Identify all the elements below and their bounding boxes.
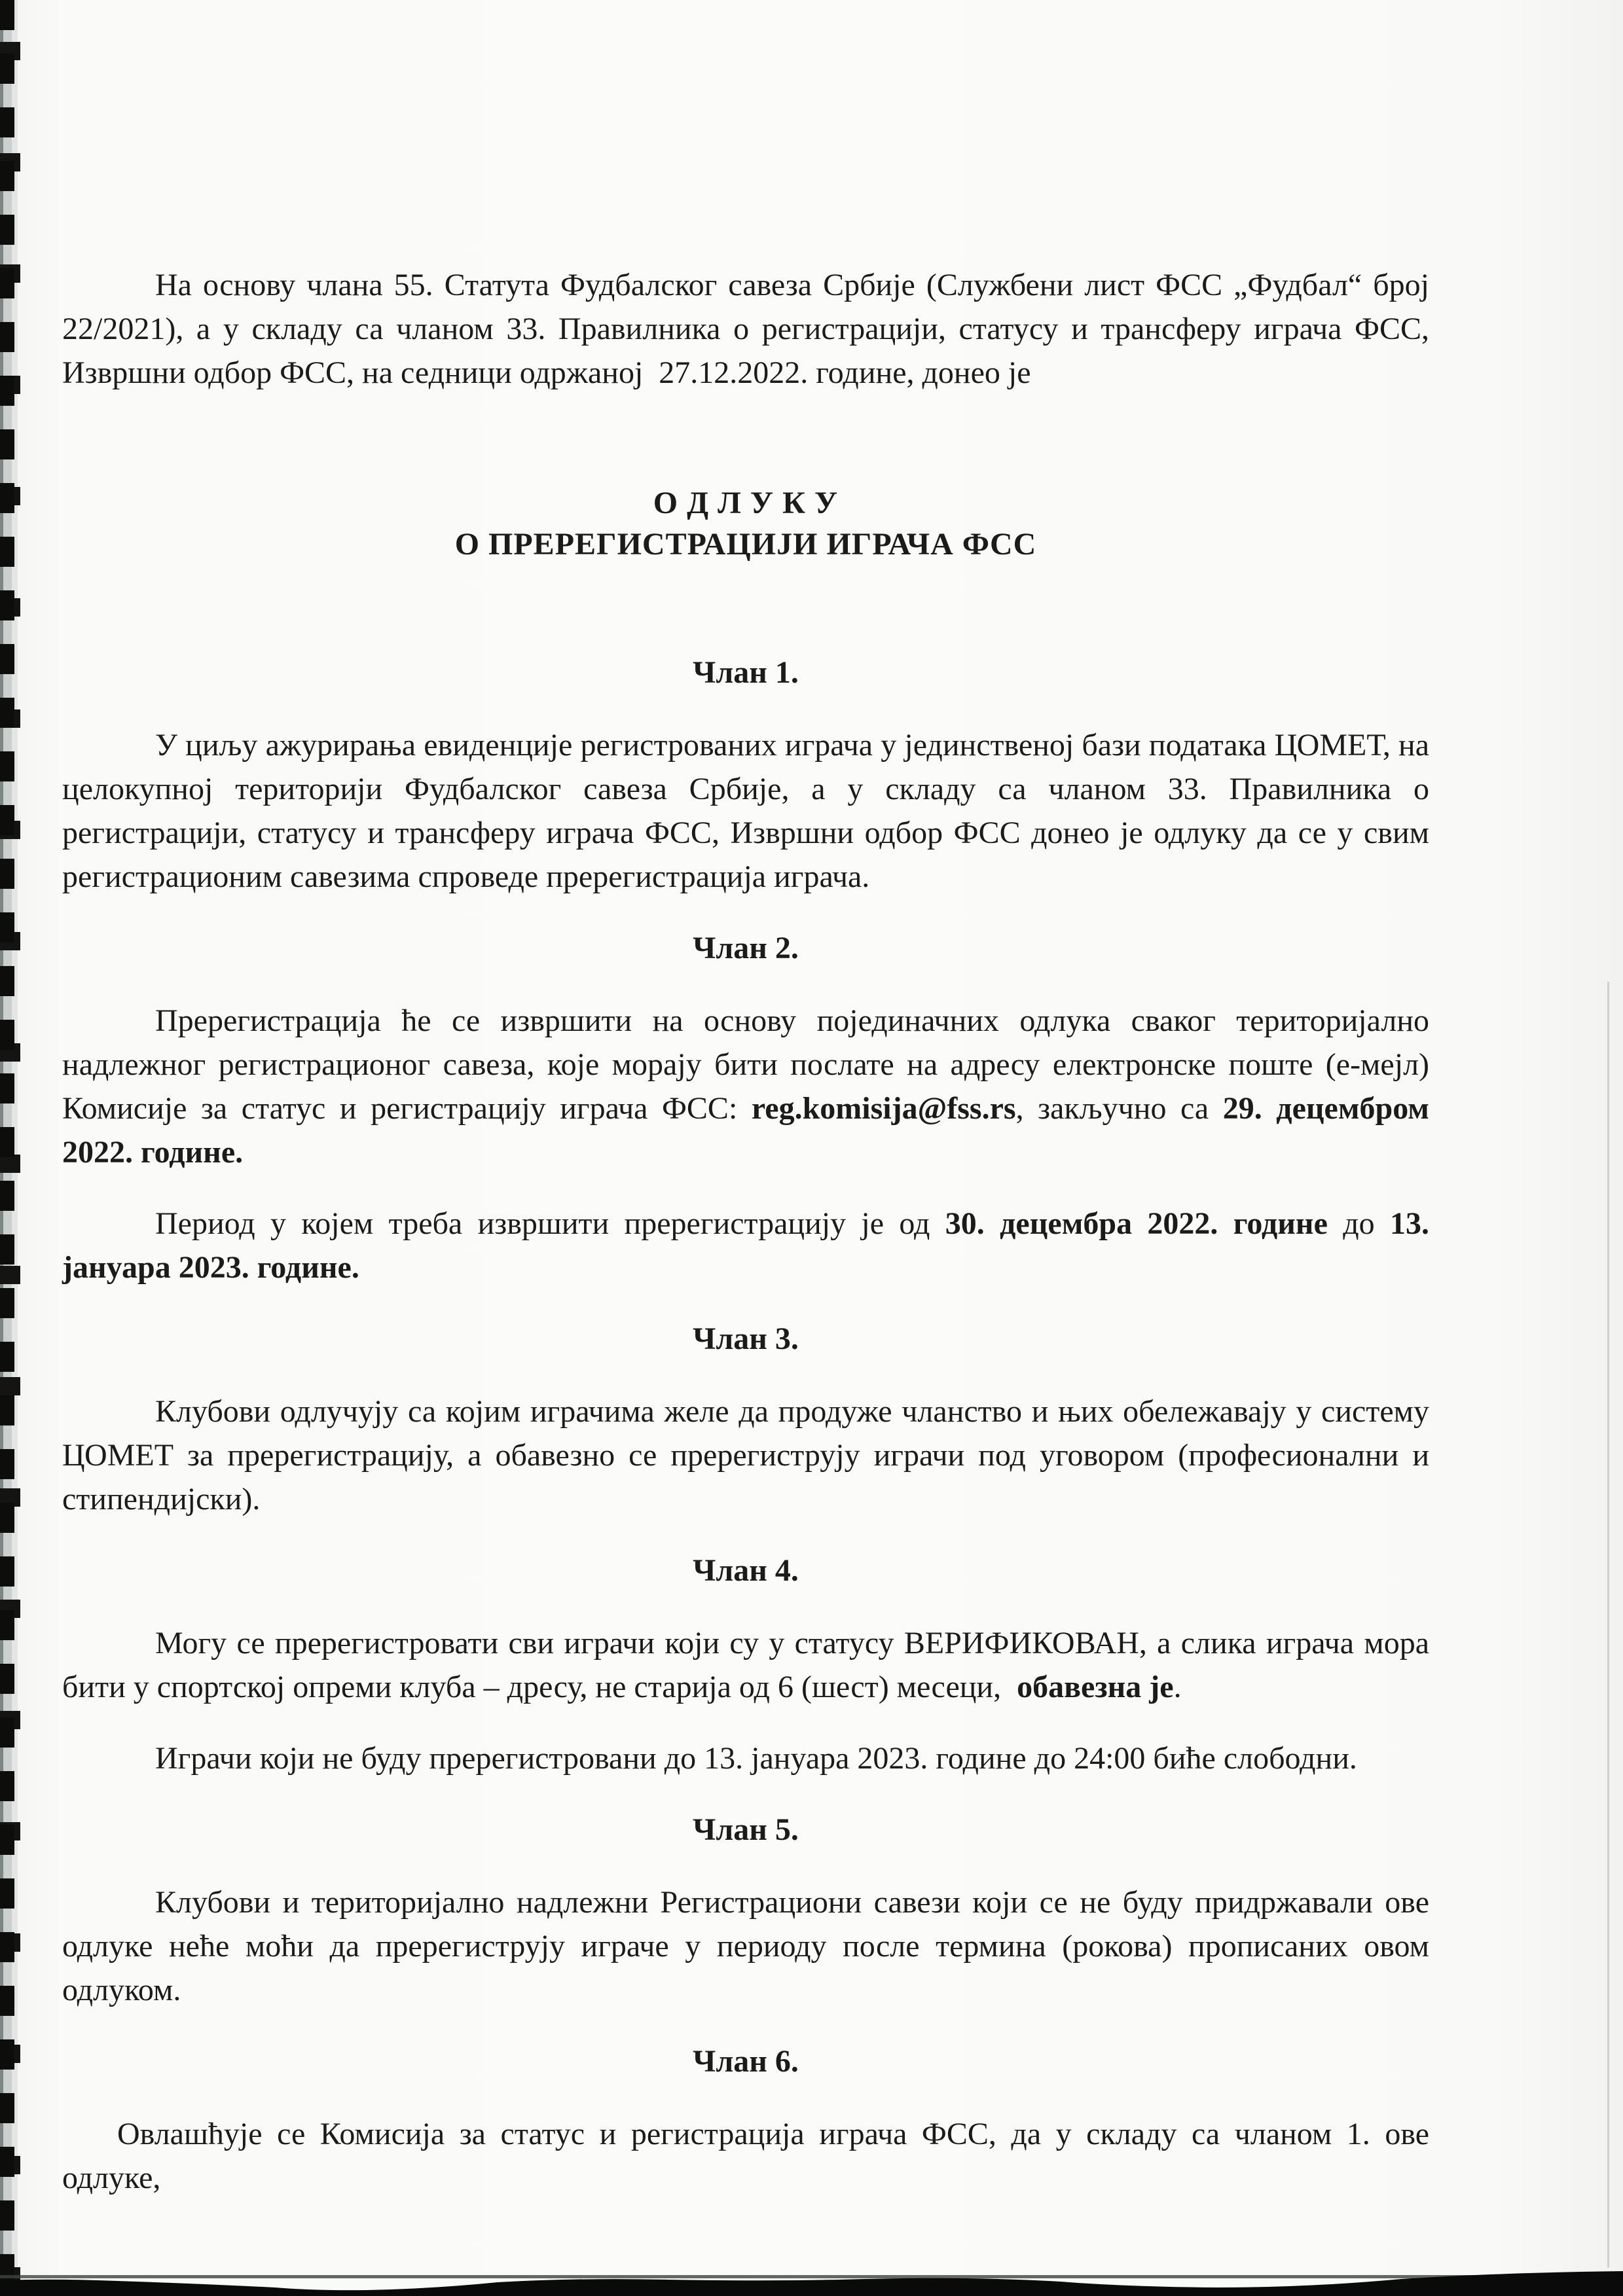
bold-run: обавезна је	[1017, 1670, 1174, 1704]
decision-title-line-1: О Д Л У К У	[653, 486, 839, 520]
bold-run: reg.komisija@fss.rs	[751, 1091, 1016, 1126]
text-run: до	[1327, 1206, 1390, 1241]
article-3-paragraph	[62, 1390, 1429, 1521]
text-run: Клубови одлучују са којим играчима желе да продуже чланство и њих обележавају у систему ЦОМЕТ за пререгистрацију, а обавезно се пререгиструју играчи под уговором (професионални и стипендијски).	[62, 1394, 1429, 1516]
text-run: Овлашћује се Комисија за статус и регистрација играча ФСС, да у складу са чланом 1. ове одлуке,	[62, 2117, 1429, 2195]
article-heading-2: Члан 2.	[693, 931, 799, 965]
article-heading-5: Члан 5.	[693, 1812, 799, 1847]
article-5-paragraph	[62, 1880, 1429, 2012]
text-run: На основу члана 55. Статута Фудбалског савеза Србије (Службени лист ФСС „Фудбал“ број 22/2021), а у складу са чланом 33. Правилника о регистрацији, статусу и трансферу играча ФСС, Извршни одбор ФСС, на седници одржаној 27.12.2022. године, донео је	[62, 268, 1429, 390]
decision-title	[62, 482, 1429, 565]
text-run: , закључно са	[1015, 1091, 1223, 1126]
article-1-paragraph	[62, 723, 1429, 899]
scan-left-edge-artifact	[0, 0, 22, 2296]
article-heading-3: Члан 3.	[693, 1321, 799, 1356]
article-2-paragraph-1	[62, 999, 1429, 1174]
bold-run: 30. децембра 2022. године	[945, 1206, 1328, 1241]
bold-run: 13. јануара 2023. године.	[62, 1206, 1429, 1285]
article-heading-1: Члан 1.	[693, 655, 799, 690]
article-heading-4: Члан 4.	[693, 1553, 799, 1588]
text-run: Клубови и територијално надлежни Регистрациони савези који се не буду придржавали ове одлуке неће моћи да пререгиструју играче у периоду после термина (рокова) прописаних овом одлуком.	[62, 1885, 1429, 2007]
scan-bottom-edge-artifact	[0, 2238, 1623, 2296]
article-6-paragraph	[62, 2112, 1429, 2200]
article-4-paragraph-2	[62, 1736, 1429, 1780]
text-run: .	[1173, 1670, 1182, 1704]
article-4-paragraph-1	[62, 1621, 1429, 1709]
intro-paragraph	[62, 263, 1429, 395]
text-run: У циљу ажурирања евиденције регистрованих играча у јединственој бази података ЦОМЕТ, на целокупној територији Фудбалског савеза Србије, а у складу са чланом 33. Правилника о регистрацији, статусу и трансферу играча ФСС, Извршни одбор ФСС донео је одлуку да се у свим регистрационим савезима спроведе пререгистрација играча.	[62, 728, 1429, 894]
text-run: Период у којем треба извршити пререгистрацију је од	[155, 1206, 945, 1241]
scan-right-edge-artifact	[1607, 982, 1609, 2268]
text-run: Могу се пререгистровати сви играчи који су у статусу ВЕРИФИКОВАН, а слика играча мора бити у спортској опреми клуба – дресу, не старија од 6 (шест) месеци,	[62, 1626, 1429, 1704]
text-run: Пререгистрација ће се извршити на основу појединачних одлука сваког територијално надлежног регистрационог савеза, које морају бити послате на адресу електронске поште (е-мејл) Комисије за статус и регистрацију играча ФСС:	[62, 1003, 1429, 1126]
decision-title-line-2: О ПРЕРЕГИСТРАЦИЈИ ИГРАЧА ФСС	[454, 527, 1037, 562]
bold-run: 29. децембром 2022. године.	[62, 1091, 1430, 1170]
article-heading-6: Члан 6.	[693, 2044, 799, 2079]
article-2-paragraph-2	[62, 1202, 1429, 1289]
text-run: Играчи који не буду пререгистровани до 13. јануара 2023. године до 24:00 биће слободни.	[155, 1741, 1357, 1776]
document-body	[62, 0, 1429, 2227]
